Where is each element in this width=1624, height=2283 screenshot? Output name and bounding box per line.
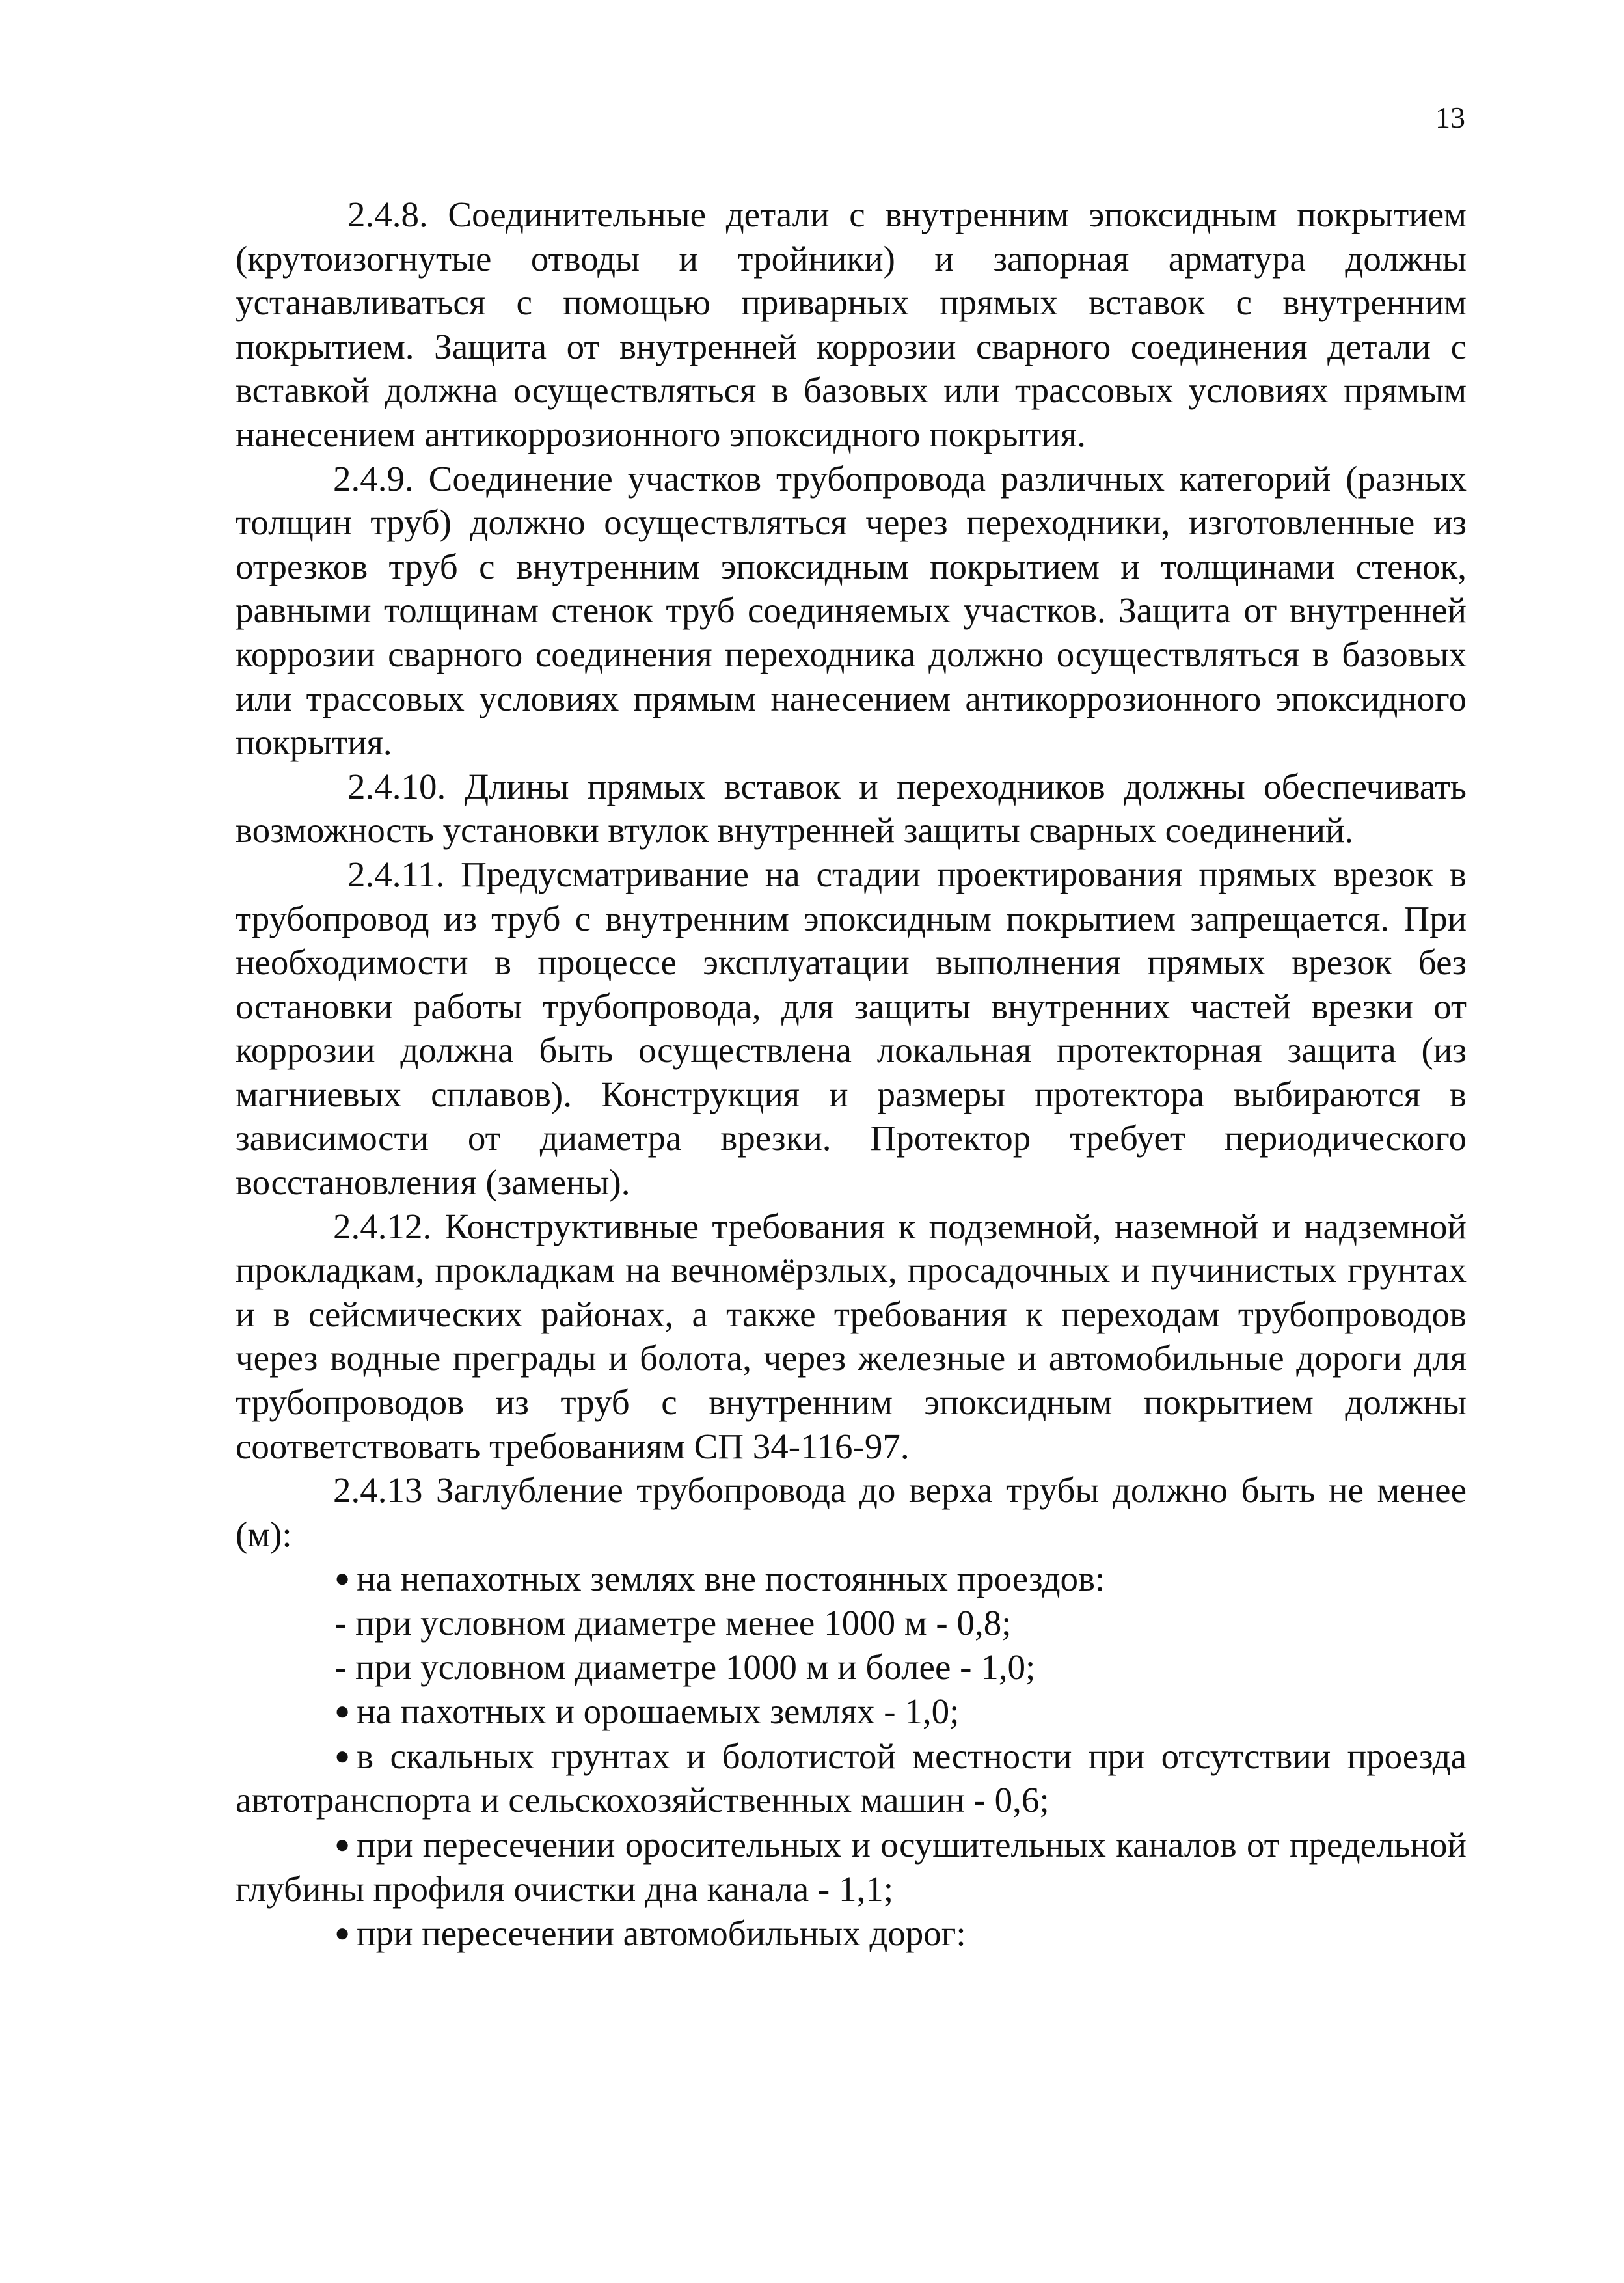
bullet-icon: ● — [334, 1696, 351, 1726]
list-item-text: при пересечении автомобильных дорог: — [357, 1913, 966, 1954]
depth-requirements-list — [236, 1556, 1467, 1955]
list-item — [236, 1556, 1467, 1601]
list-subitem: - при условном диаметре менее 1000 м - 0,8; — [334, 1603, 1012, 1643]
list-item — [236, 1911, 1467, 1956]
page-number: 13 — [1435, 101, 1465, 134]
bullet-icon: ● — [334, 1740, 351, 1770]
list-subitem: - при условном диаметре 1000 м и более - 1,0; — [334, 1647, 1036, 1687]
paragraph-2-4-10: 2.4.10. Длины прямых вставок и переходников должны обеспечивать возможность установки втулок внутренней защиты сварных соединений. — [236, 766, 1467, 851]
list-item-text: в скальных грунтах и болотистой местности при отсутствии проезда автотранспорта и сельскохозяйственных машин - 0,6; — [236, 1736, 1467, 1820]
paragraph-2-4-9: 2.4.9. Соединение участков трубопровода различных категорий (разных толщин труб) должно осуществляться через переходники, изготовленные из отрезков труб с внутренним эпоксидным покрытием и толщинами стенок, равными толщинам стенок труб соединяемых участков. Защита от внутренней коррозии сварного соединения переходника должно осуществляться в базовых или трассовых условиях прямым нанесением антикоррозионного эпоксидного покрытия. — [236, 458, 1467, 763]
bullet-icon: ● — [334, 1829, 351, 1859]
paragraph-2-4-13: 2.4.13 Заглубление трубопровода до верха трубы должно быть не менее (м): — [236, 1470, 1467, 1554]
list-item-text: на пахотных и орошаемых землях - 1,0; — [357, 1691, 960, 1732]
list-item — [236, 1822, 1467, 1911]
list-item-text: при пересечении оросительных и осушительных каналов от предельной глубины профиля очистки дна канала - 1,1; — [236, 1824, 1467, 1909]
paragraph-2-4-12: 2.4.12. Конструктивные требования к подземной, наземной и надземной прокладкам, прокладкам на вечномёрзлых, просадочных и пучинистых грунтах и в сейсмических районах, а также требования к переходам трубопроводов через водные преграды и болота, через железные и автомобильные дороги для трубопроводов из труб с внутренним эпоксидным покрытием должны соответствовать требованиям СП 34-116-97. — [236, 1206, 1467, 1466]
paragraph-2-4-11: 2.4.11. Предусматривание на стадии проектирования прямых врезок в трубопровод из труб с внутренним эпоксидным покрытием запрещается. При необходимости в процессе эксплуатации выполнения прямых врезок без остановки работы трубопровода, для защиты внутренних частей врезки от коррозии должна быть осуществлена локальная протекторная защита (из магниевых сплавов). Конструкция и размеры протектора выбираются в зависимости от диаметра врезки. Протектор требует периодического восстановления (замены). — [236, 854, 1467, 1203]
paragraph-2-4-8: 2.4.8. Соединительные детали с внутренним эпоксидным покрытием (крутоизогнутые отводы и тройники) и запорная арматура должны устанавливаться с помощью приварных прямых вставок с внутренним покрытием. Защита от внутренней коррозии сварного соединения детали с вставкой должна осуществляться в базовых или трассовых условиях прямым нанесением антикоррозионного эпоксидного покрытия. — [236, 195, 1467, 454]
bullet-icon: ● — [334, 1918, 351, 1948]
list-item-text: на непахотных землях вне постоянных проездов: — [357, 1559, 1105, 1599]
list-item — [236, 1734, 1467, 1822]
document-body — [236, 193, 1467, 1956]
list-item — [236, 1689, 1467, 1734]
bullet-icon: ● — [334, 1563, 351, 1593]
